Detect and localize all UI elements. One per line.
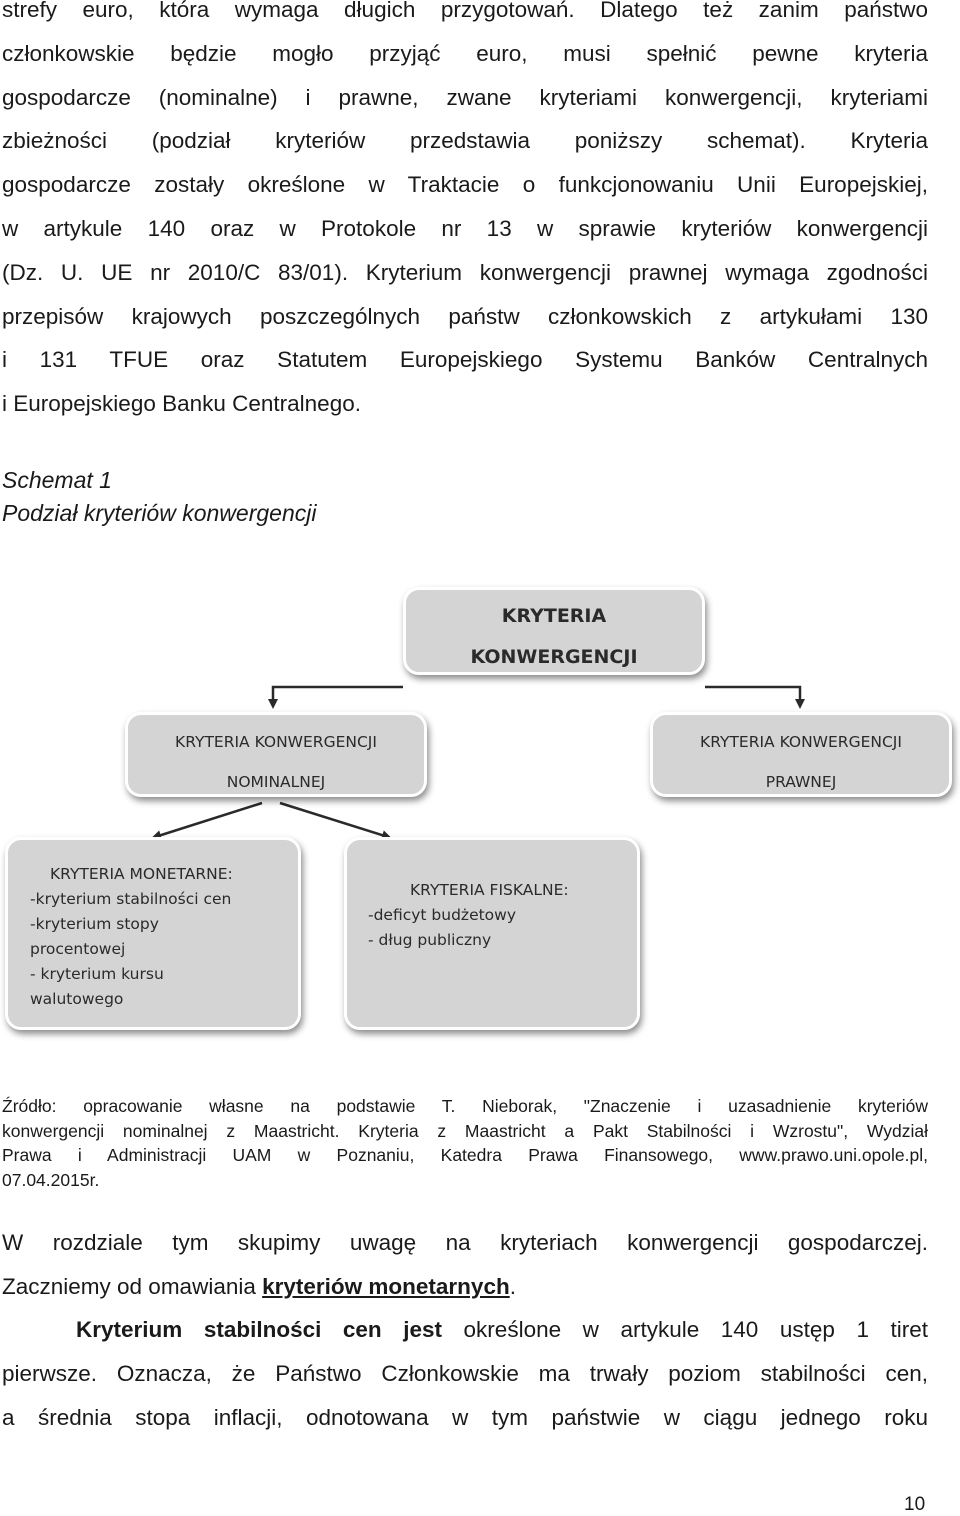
node-nominal-convergence	[125, 712, 427, 797]
price-stability-term: Kryterium stabilności cen jest	[76, 1317, 442, 1342]
intro-paragraph	[2, 0, 928, 426]
connector-nominal-monetary	[155, 803, 262, 837]
intro-line: przepisów krajowych poszczególnych państw członkowskich z artykułami 130	[2, 303, 928, 329]
intro-line: zbieżności (podział kryteriów przedstawia poniższy schemat). Kryteria	[2, 128, 928, 154]
price-line: a średnia stopa inflacji, odnotowana w tym państwie w ciągu jednego roku	[2, 1404, 928, 1430]
node-monetary-item: - kryterium kursu	[30, 965, 164, 983]
node-legal-line: KRYTERIA KONWERGENCJI	[700, 733, 902, 751]
node-nominal-line: KRYTERIA KONWERGENCJI	[175, 733, 377, 751]
scheme-caption	[2, 464, 316, 530]
chapter-line-prefix: Zaczniemy od omawiania	[2, 1273, 263, 1299]
scheme-title: Podział kryteriów konwergencji	[2, 500, 317, 526]
node-legal-convergence	[650, 712, 952, 797]
node-monetary-heading: KRYTERIA MONETARNE:	[50, 865, 233, 883]
intro-line: w artykule 140 oraz w Protokole nr 13 w sprawie kryteriów konwergencji	[2, 215, 928, 241]
node-monetary-item: procentowej	[30, 940, 126, 958]
intro-line: strefy euro, która wymaga długich przygotowań. Dlatego też zanim państwo	[2, 0, 928, 22]
price-line: pierwsze. Oznacza, że Państwo Członkowskie ma trwały poziom stabilności cen,	[2, 1360, 928, 1386]
node-monetary-item: walutowego	[30, 990, 124, 1008]
source-line: Źródło: opracowanie własne na podstawie T. Nieborak, "Znaczenie i uzasadnienie kryteriów	[2, 1096, 928, 1116]
node-monetary-item: -kryterium stopy	[30, 915, 159, 933]
chapter-line-suffix: .	[509, 1273, 516, 1299]
source-line: konwergencji nominalnej z Maastricht. Kryteria z Maastricht a Pakt Stabilności i Wzrostu", Wydział	[2, 1120, 928, 1141]
chapter-line-2	[2, 1265, 928, 1309]
intro-line: i 131 TFUE oraz Statutem Europejskiego Systemu Banków Centralnych	[2, 347, 928, 373]
source-note	[2, 1094, 928, 1192]
price-line-1	[2, 1308, 928, 1352]
chapter-paragraph	[2, 1221, 928, 1309]
node-fiscal-heading: KRYTERIA FISKALNE:	[410, 881, 569, 899]
node-fiscal-item: -deficyt budżetowy	[368, 906, 517, 924]
intro-line: gospodarcze zostały określone w Traktacie o funkcjonowaniu Unii Europejskiej,	[2, 172, 928, 198]
price-line-1-rest: określone w artykule 140 ustęp 1 tiret	[442, 1317, 929, 1342]
node-legal-line: PRAWNEJ	[765, 773, 837, 791]
connector-nominal-fiscal	[280, 803, 388, 837]
node-fiscal-criteria	[344, 837, 640, 1030]
node-root-line: KONWERGENCJI	[470, 646, 638, 668]
source-line: 07.04.2015r.	[2, 1169, 100, 1190]
connector-root-nominal	[273, 687, 403, 705]
intro-line: (Dz. U. UE nr 2010/C 83/01). Kryterium konwergencji prawnej wymaga zgodności	[2, 259, 928, 285]
scheme-label: Schemat 1	[2, 467, 112, 493]
price-stability-paragraph	[2, 1308, 928, 1439]
intro-line: członkowskie będzie mogło przyjąć euro, musi spełnić pewne kryteria	[2, 40, 928, 66]
source-line: Prawa i Administracji UAM w Poznaniu, Katedra Prawa Finansowego, www.prawo.uni.opole.pl,	[2, 1145, 928, 1165]
node-convergence-criteria	[403, 587, 705, 675]
node-fiscal-item: - dług publiczny	[368, 931, 492, 949]
page-number: 10	[904, 1494, 926, 1515]
convergence-criteria-diagram	[0, 575, 960, 1045]
monetary-criteria-emphasis: kryteriów monetarnych	[262, 1273, 510, 1299]
node-nominal-line: NOMINALNEJ	[226, 773, 326, 791]
intro-line: gospodarcze (nominalne) i prawne, zwane kryteriami konwergencji, kryteriami	[2, 84, 928, 110]
chapter-line: W rozdziale tym skupimy uwagę na kryteriach konwergencji gospodarczej.	[2, 1230, 928, 1255]
node-monetary-item: -kryterium stabilności cen	[30, 890, 232, 908]
connector-root-legal	[705, 687, 800, 705]
intro-line: i Europejskiego Banku Centralnego.	[2, 391, 361, 417]
node-monetary-criteria	[5, 837, 301, 1030]
node-root-line: KRYTERIA	[501, 605, 607, 627]
